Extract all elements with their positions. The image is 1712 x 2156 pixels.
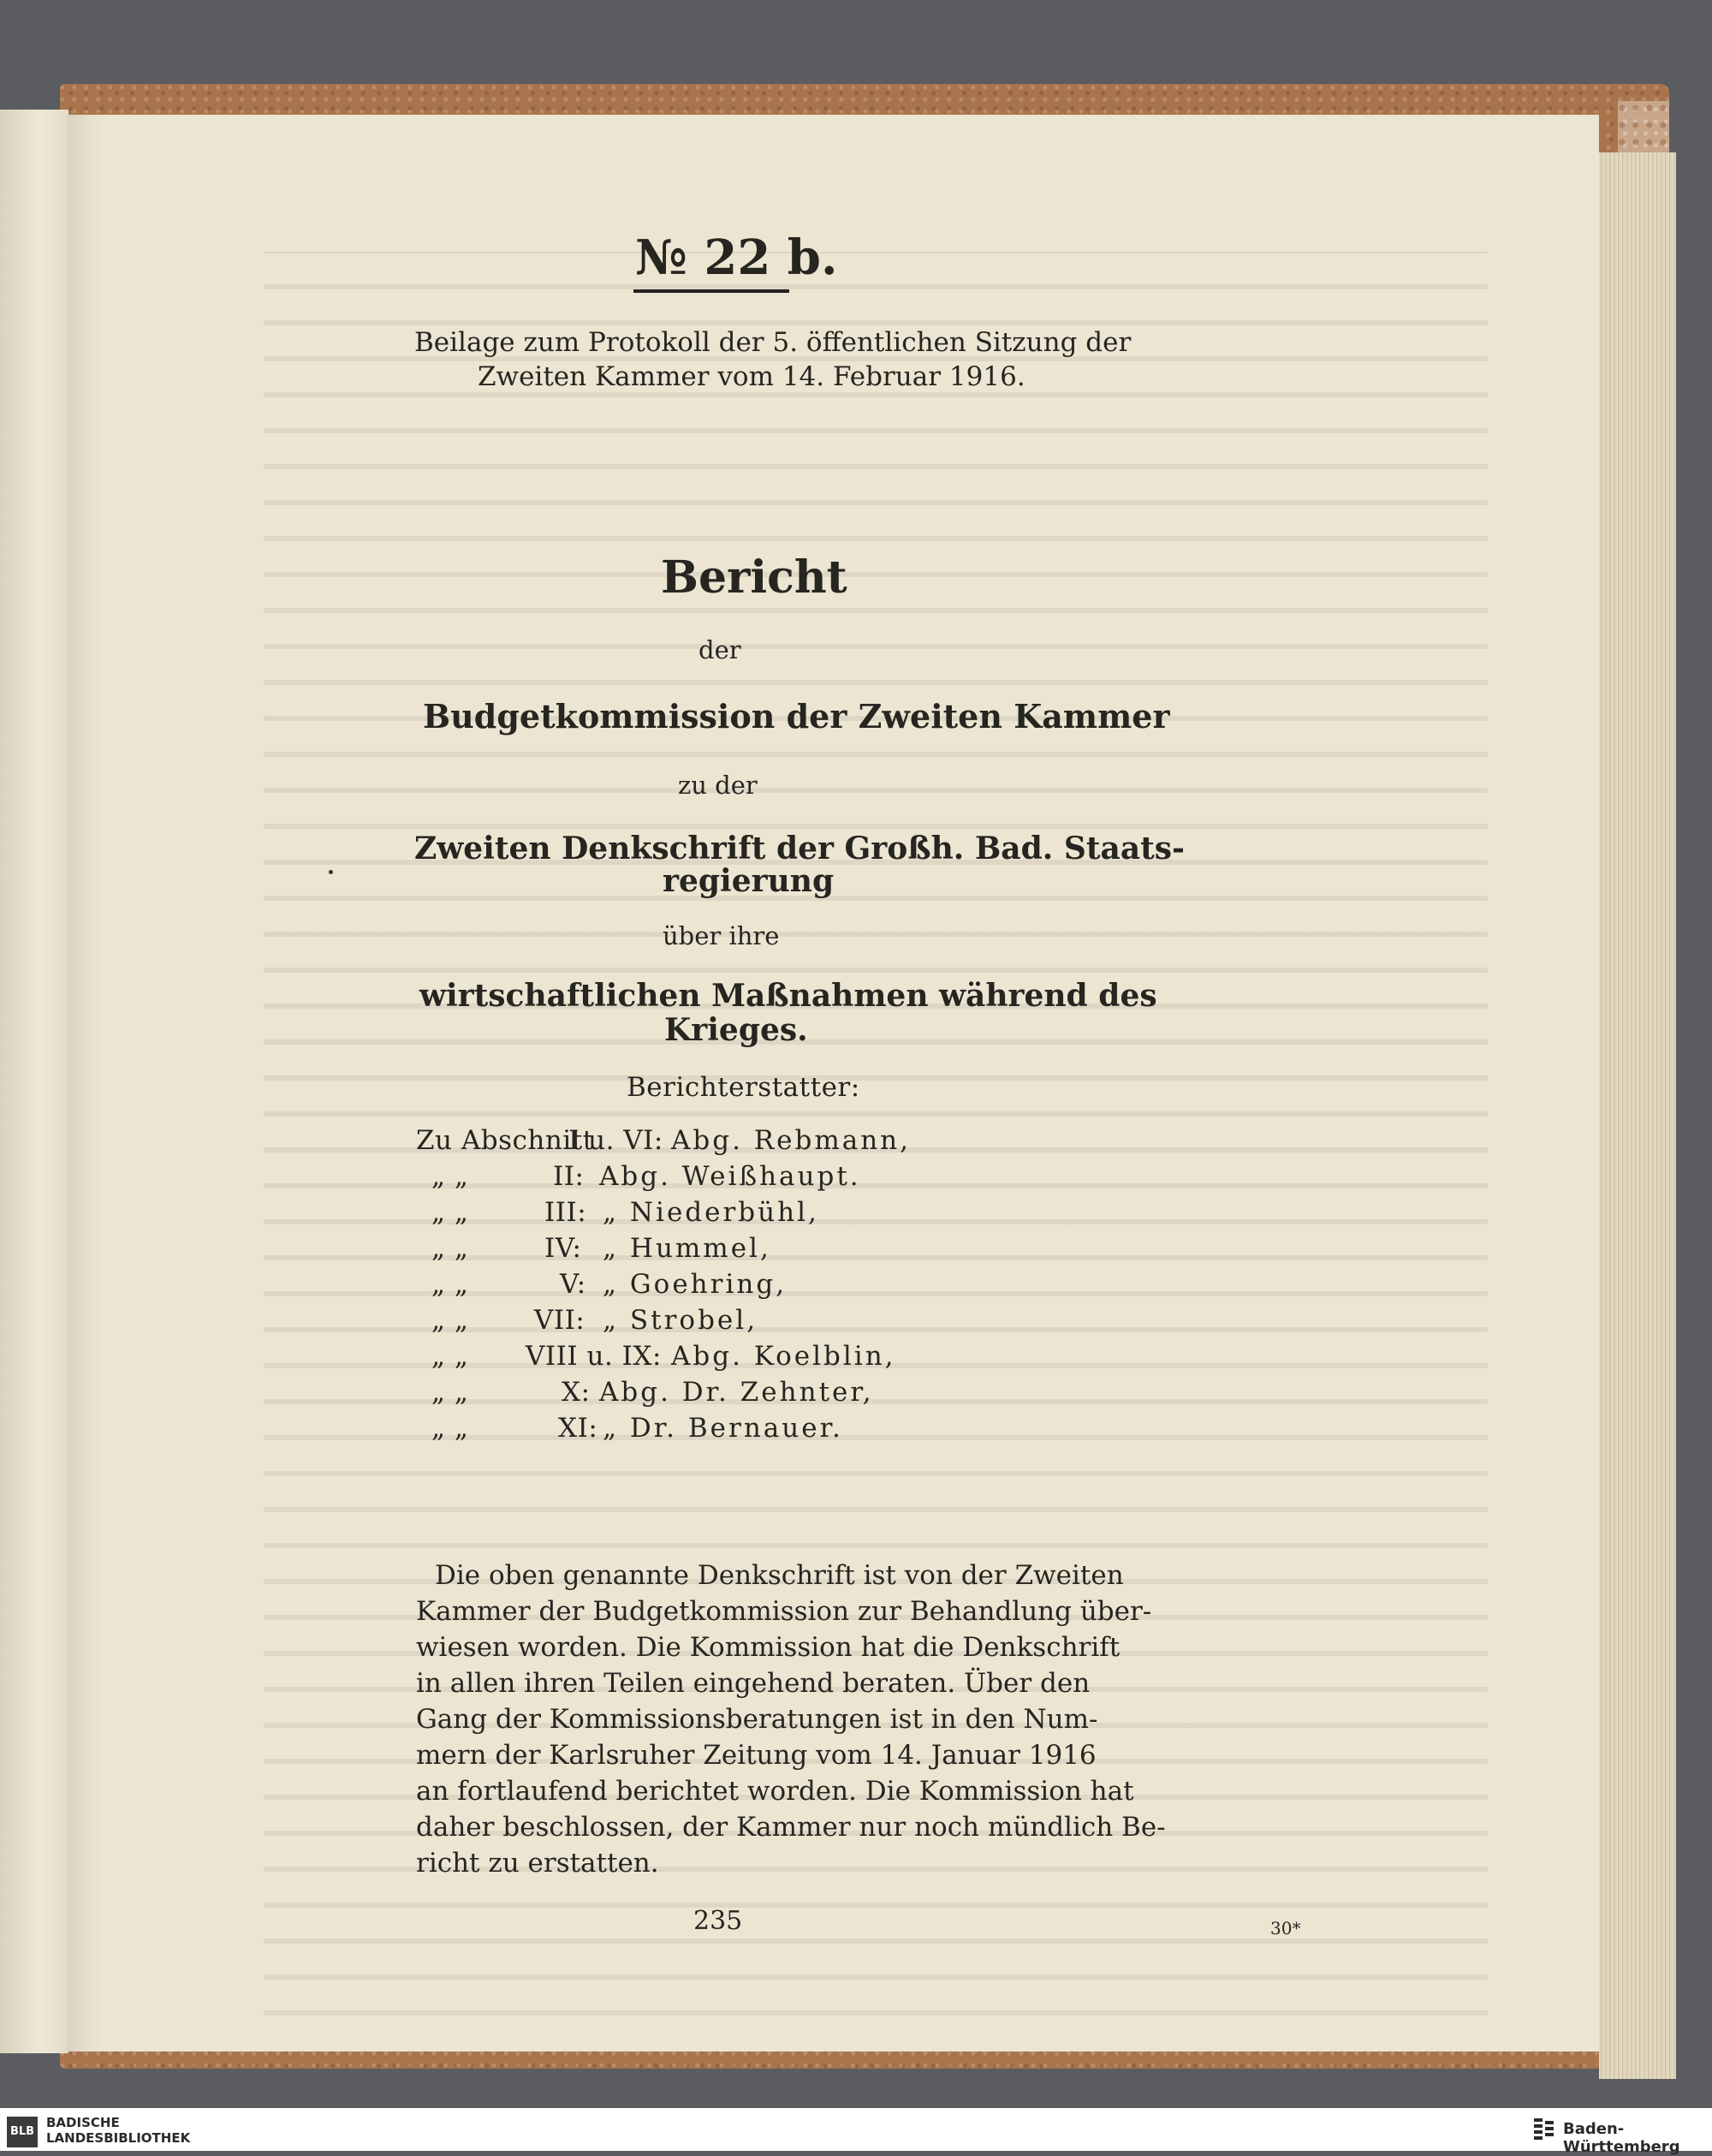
reporter-section: X: — [562, 1377, 591, 1408]
document-number: № 22 b. — [635, 229, 838, 286]
reporter-prefix: „ „ — [431, 1161, 469, 1192]
reporter-name: „ Strobel, — [603, 1305, 758, 1336]
reporter-section: XI: — [558, 1413, 598, 1444]
reporter-prefix: Zu Abschnitt — [416, 1125, 594, 1156]
ueber-ihre-label: über ihre — [663, 921, 780, 950]
reporter-section: IV: — [544, 1233, 582, 1264]
denkschrift-line-1: Zweiten Denkschrift der Großh. Bad. Staats- — [414, 831, 1185, 867]
reporters-heading: Berichterstatter: — [627, 1072, 860, 1103]
reporter-name: „ Niederbühl, — [603, 1197, 819, 1228]
reporter-section: VIII u. IX: — [526, 1341, 662, 1372]
page-dot — [329, 870, 333, 874]
left-page-edge — [0, 110, 68, 2053]
body-line: Gang der Kommissionsberatungen ist in den Num- — [416, 1704, 1098, 1735]
reporter-section: III: — [544, 1197, 587, 1228]
der-label: der — [698, 635, 741, 664]
blb-name — [46, 2115, 190, 2146]
coat-of-arms-icon — [1532, 2117, 1556, 2142]
subtitle-line-2: Zweiten Kammer vom 14. Februar 1916. — [478, 361, 1025, 392]
reporter-name: Abg. Koelblin, — [671, 1341, 896, 1372]
reporter-name: „ Hummel, — [603, 1233, 771, 1264]
blb-name-line-1: BADISCHE — [46, 2115, 120, 2130]
reporter-prefix: „ „ — [431, 1413, 469, 1444]
report-title: Bericht — [661, 551, 847, 604]
signature-mark: 30* — [1270, 1918, 1301, 1939]
reporter-prefix: „ „ — [431, 1341, 469, 1372]
reporter-name: „ Dr. Bernauer. — [603, 1413, 843, 1444]
measures-line-2: Krieges. — [664, 1012, 808, 1048]
body-line: richt zu erstatten. — [416, 1848, 659, 1879]
zu-der-label: zu der — [678, 771, 758, 800]
measures-line-1: wirtschaftlichen Maßnahmen während des — [419, 978, 1157, 1014]
reporter-section: I u. VI: — [568, 1125, 663, 1156]
reporter-name: Abg. Dr. Zehnter, — [599, 1377, 874, 1408]
body-line: Die oben genannte Denkschrift ist von der Zweiten — [435, 1560, 1124, 1591]
reporter-prefix: „ „ — [431, 1377, 469, 1408]
body-line: Kammer der Budgetkommission zur Behandlung über- — [416, 1596, 1152, 1627]
denkschrift-line-2: regierung — [663, 863, 835, 899]
reporter-name: „ Goehring, — [603, 1269, 788, 1300]
blb-logo[interactable]: BLB — [7, 2117, 38, 2147]
number-underline — [633, 289, 789, 293]
reporter-prefix: „ „ — [431, 1233, 469, 1264]
reporter-name: Abg. Rebmann, — [671, 1125, 911, 1156]
page-stack-edge — [1599, 152, 1676, 2079]
footer-bar — [0, 2108, 1712, 2156]
reporter-section: II: — [553, 1161, 585, 1192]
reporter-prefix: „ „ — [431, 1269, 469, 1300]
body-line: in allen ihren Teilen eingehend beraten. Über den — [416, 1668, 1091, 1699]
reporter-prefix: „ „ — [431, 1305, 469, 1336]
page-number: 235 — [693, 1906, 743, 1936]
body-line: an fortlaufend berichtet worden. Die Kommission hat — [416, 1776, 1134, 1807]
commission-name: Budgetkommission der Zweiten Kammer — [423, 697, 1170, 736]
reporter-prefix: „ „ — [431, 1197, 469, 1228]
body-line: mern der Karlsruher Zeitung vom 14. Januar 1916 — [416, 1740, 1097, 1771]
subtitle-line-1: Beilage zum Protokoll der 5. öffentlichen Sitzung der — [414, 327, 1132, 358]
blb-name-line-2: LANDESBIBLIOTHEK — [46, 2130, 191, 2146]
body-line: wiesen worden. Die Kommission hat die Denkschrift — [416, 1632, 1121, 1663]
reporter-name: Abg. Weißhaupt. — [599, 1161, 861, 1192]
reporter-section: VII: — [534, 1305, 586, 1336]
bw-label[interactable]: Baden-Württemberg — [1563, 2120, 1680, 2156]
reporter-section: V: — [560, 1269, 586, 1300]
body-line: daher beschlossen, der Kammer nur noch mündlich Be- — [416, 1812, 1166, 1843]
